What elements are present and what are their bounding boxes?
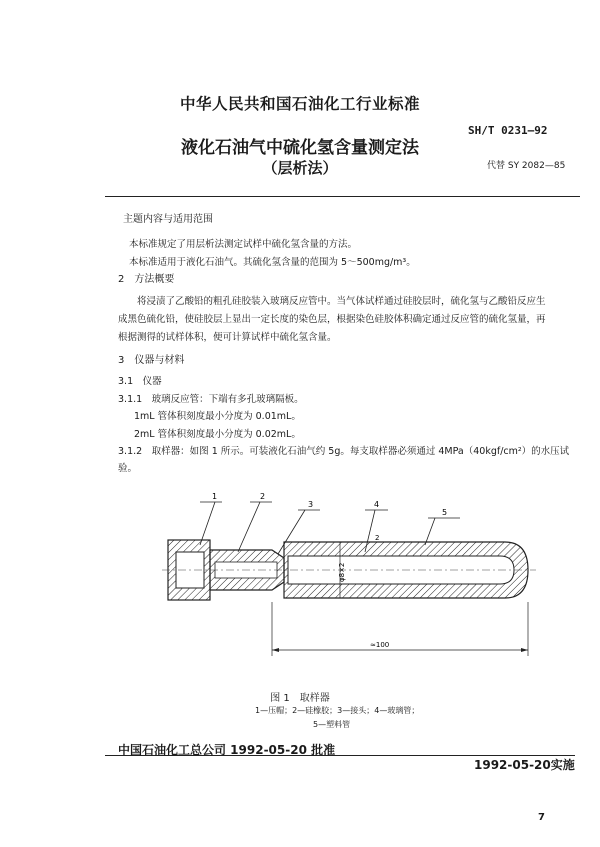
figure-legend-line-1: 1—压帽；2—硅橡胶；3—接头；4—玻璃管； xyxy=(255,706,420,715)
section-2-line-3: 根据测得的试样体积，便可计算试样中硫化氢含量。 xyxy=(118,332,337,343)
part-label-2: 2 xyxy=(260,492,266,501)
part-label-5: 5 xyxy=(442,508,448,517)
glass-tube-shape xyxy=(288,556,514,584)
org-title: 中华人民共和国石油化工行业标准 xyxy=(179,95,420,113)
diameter-label: φ8×2 xyxy=(338,562,346,582)
length-label: ≈100 xyxy=(370,641,390,649)
small-dimension-label: 2 xyxy=(375,534,380,542)
leader-line-2 xyxy=(238,502,260,552)
page-number: 7 xyxy=(538,812,545,823)
part-label-3: 3 xyxy=(308,500,314,509)
section-3-1-1-b: 2mL 管体积刻度最小分度为 0.02mL。 xyxy=(134,429,301,440)
section-3-1-title: 3.1 仪器 xyxy=(118,376,162,387)
section-3-1-1-a: 1mL 管体积刻度最小分度为 0.01mL。 xyxy=(134,411,301,422)
section-3-1-1: 3.1.1 玻璃反应管：下端有多孔玻璃隔板。 xyxy=(118,394,304,405)
section-1-paragraph-2: 本标准适用于液化石油气。其硫化氢含量的范围为 5～500mg/m³。 xyxy=(129,257,416,268)
part-label-1: 1 xyxy=(212,492,218,501)
issuer-approval: 中国石油化工总公司 1992-05-20 批准 xyxy=(118,743,336,757)
effective-date: 1992-05-20实施 xyxy=(474,758,575,772)
section-3-title: 3 仪器与材料 xyxy=(118,355,185,366)
header-divider xyxy=(105,196,580,197)
leader-line-1 xyxy=(200,502,215,545)
arrow-right xyxy=(521,648,528,652)
document-title: 液化石油气中硫化氢含量测定法 xyxy=(181,138,419,158)
figure-legend-line-2: 5—塑料管 xyxy=(313,720,351,729)
part-label-4: 4 xyxy=(374,500,380,509)
section-3-1-2-line-1: 3.1.2 取样器：如图 1 所示。可装液化石油气约 5g。每支取样器必须通过 4MPa（40kgf/cm²）的水压试 xyxy=(118,446,570,457)
figure-caption: 图 1 取样器 xyxy=(270,693,330,704)
section-1-title: 主题内容与适用范围 xyxy=(123,214,213,225)
leader-line-5 xyxy=(425,518,435,545)
sampler-drawing xyxy=(160,490,540,670)
section-2-line-2: 成黑色硫化铅，使硅胶层上显出一定长度的染色层，根据染色硅胶体积确定通过反应管的硫化氢量，再 xyxy=(118,314,546,325)
section-2-title: 2 方法概要 xyxy=(118,274,175,285)
section-3-1-2-line-2: 验。 xyxy=(118,463,138,474)
document-subtitle: （层析法） xyxy=(262,159,338,177)
replaces-note: 代替 SY 2082—85 xyxy=(487,161,566,171)
arrow-left xyxy=(272,648,279,652)
section-2-line-1: 将浸渍了乙酸铅的粗孔硅胶装入玻璃反应管中。当气体试样通过硅胶层时，硫化氢与乙酸铅反应生 xyxy=(137,296,546,307)
standard-code: SH/T 0231—92 xyxy=(468,124,548,137)
section-1-paragraph-1: 本标准规定了用层析法测定试样中硫化氢含量的方法。 xyxy=(129,239,358,250)
